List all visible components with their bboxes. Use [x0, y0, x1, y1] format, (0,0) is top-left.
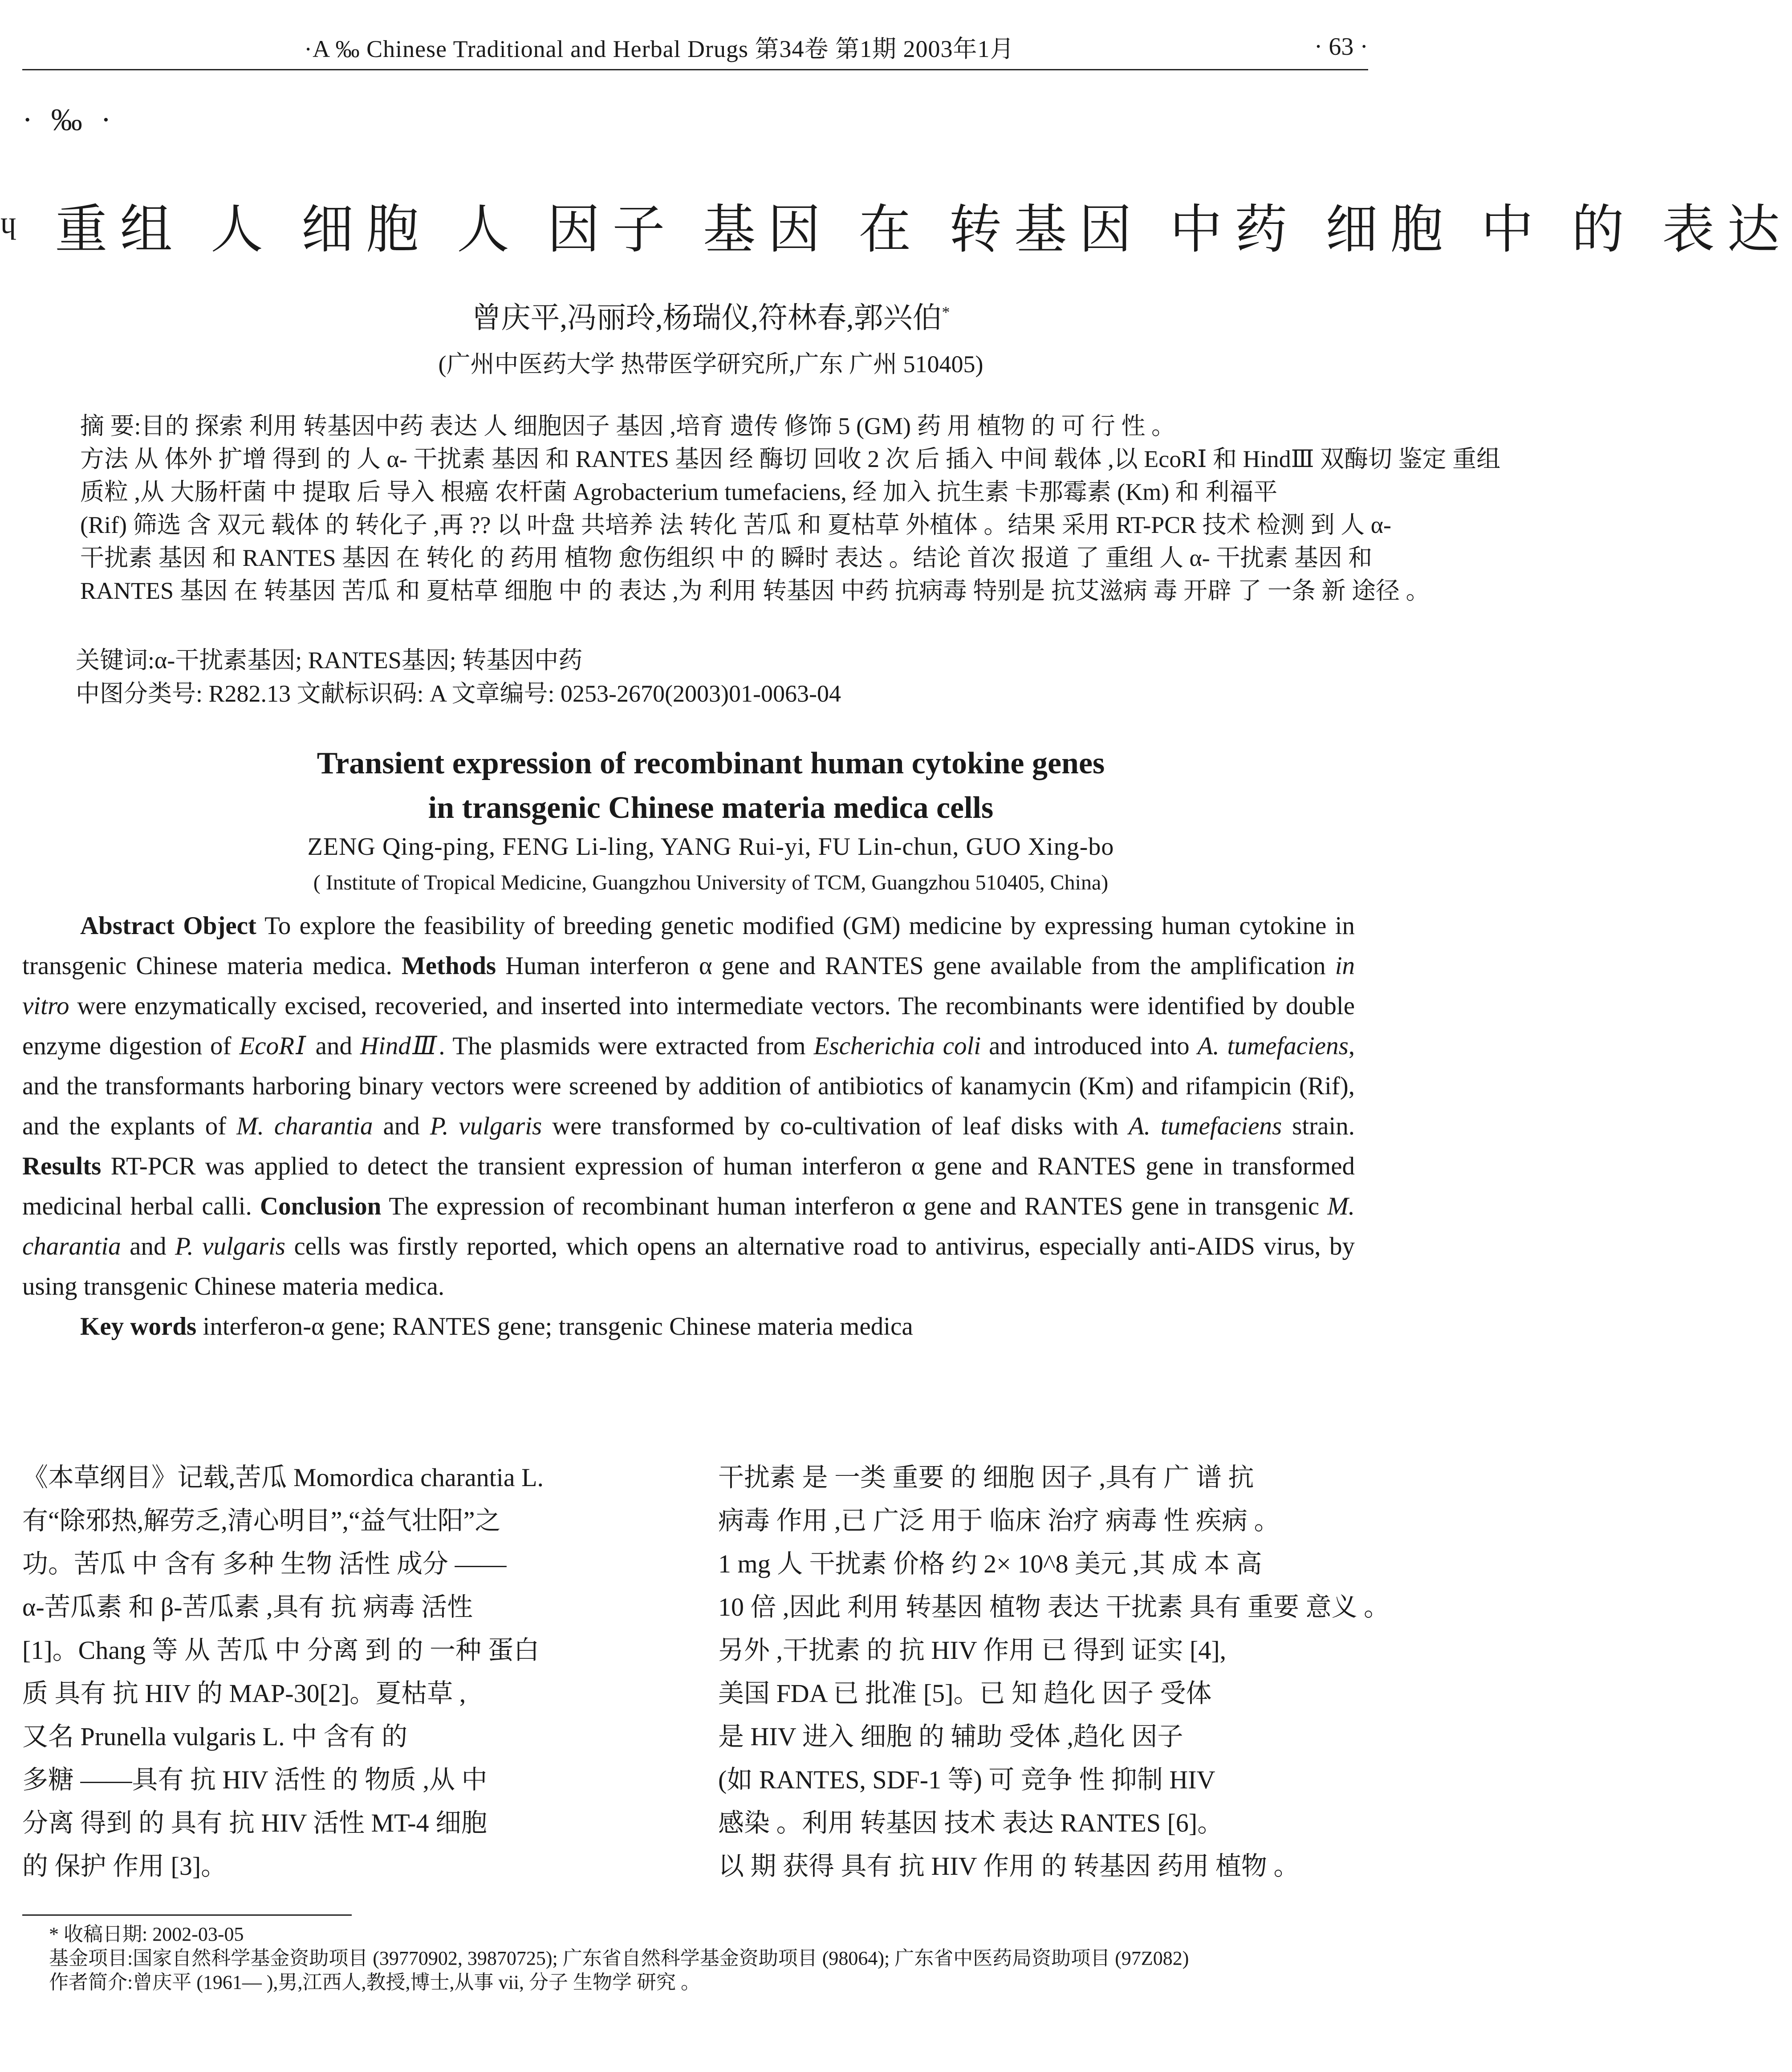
body-line: 分离 得到 的 具有 抗 HIV 活性 MT-4 细胞	[22, 1808, 488, 1837]
chinese-abstract-line: 干扰素 基因 和 RANTES 基因 在 转化 的 药用 植物 愈伤组织 中 的 瞬时 表达 。结论 首次 报道 了 重组 人 α- 干扰素 基因 和	[80, 544, 1373, 571]
chinese-authors: 曾庆平,冯丽玲,杨瑞仪,符林春,郭兴伯*	[471, 302, 950, 334]
body-line: 10 倍 ,因此 利用 转基因 植物 表达 干扰素 具有 重要 意义 。	[718, 1593, 1390, 1621]
body-line: 干扰素 是 一类 重要 的 细胞 因子 ,具有 广 谱 抗	[718, 1463, 1254, 1492]
footnote-line: 基金项目:国家自然科学基金资助项目 (39770902, 39870725); 广东省自然科学基金资助项目 (98064); 广东省中医药局资助项目 (97Z082)	[49, 1947, 1189, 1969]
english-title-line: Transient expression of recombinant human cytokine genes	[317, 746, 1105, 780]
chinese-affiliation: (广州中医药大学 热带医学研究所,广东 广州 510405)	[438, 351, 983, 378]
body-line: 病毒 作用 ,已 广泛 用于 临床 治疗 病毒 性 疾病 。	[718, 1506, 1280, 1535]
chinese-abstract-line: 摘 要:目的 探索 利用 转基因中药 表达 人 细胞因子 基因 ,培育 遗传 修饰 5 (GM) 药 用 植物 的 可 行 性 。	[80, 413, 1175, 439]
methods-text: were enzymatically excised, recoveried, and inserted into intermediate vectors. The recombinants were identified by double enzyme digestion of	[22, 992, 1355, 1060]
conclusion-term: P. vulgaris	[175, 1232, 285, 1260]
left-column	[22, 1456, 659, 1888]
methods-text: and	[315, 1032, 352, 1060]
body-columns	[22, 1456, 1390, 1888]
methods-term: HindⅢ	[360, 1032, 439, 1060]
methods-term: EcoRⅠ	[239, 1032, 308, 1060]
methods-text: and introduced into	[989, 1032, 1190, 1060]
footnote-line: 作者简介:曾庆平 (1961— ),男,江西人,教授,博士,从事 vii, 分子 生物学 研究 。	[49, 1971, 700, 1993]
body-line: 感染 。利用 转基因 技术 表达 RANTES [6]。	[718, 1808, 1223, 1837]
object-label: Object	[183, 912, 256, 940]
english-title-line: in transgenic Chinese materia medica cells	[428, 791, 994, 825]
methods-text: , and the transformants harboring binary vectors were screened by addition of antibiotics of kanamycin (Km) and rifampicin (Rif), and the explants of	[22, 1032, 1355, 1140]
methods-term: P. vulgaris	[430, 1112, 542, 1140]
chinese-abstract-line: (Rif) 筛选 含 双元 载体 的 转化子 ,再 ?? 以 叶盘 共培养 法 转化 苦瓜 和 夏枯草 外植体 。结果 采用 RT-PCR 技术 检测 到 人 α-	[80, 512, 1392, 538]
conclusion-text: cells was firstly reported, which opens an alternative road to antivirus, especially anti-AIDS virus, by using transgenic Chinese materia medica.	[22, 1232, 1355, 1300]
body-line: [1]。Chang 等 从 苦瓜 中 分离 到 的 一种 蛋白	[22, 1636, 540, 1665]
english-affiliation: ( Institute of Tropical Medicine, Guangzhou University of TCM, Guangzhou 510405, China)	[313, 871, 1109, 894]
body-line: 功。苦瓜 中 含有 多种 生物 活性 成分 ——	[22, 1549, 507, 1578]
methods-text: strain.	[1292, 1112, 1355, 1140]
chinese-abstract-line: 质粒 ,从 大肠杆菌 中 提取 后 导入 根癌 农杆菌 Agrobacterium tumefaciens, 经 加入 抗生素 卡那霉素 (Km) 和 利福平	[80, 479, 1278, 505]
conclusion-text: The expression of recombinant human interferon α gene and RANTES gene in transgenic	[389, 1192, 1320, 1220]
methods-text: were transformed by co-cultivation of leaf disks with	[552, 1112, 1118, 1140]
methods-term: A. tumefaciens	[1128, 1112, 1282, 1140]
body-line: 《本草纲目》记载,苦瓜 Momordica charantia L.	[22, 1463, 544, 1492]
footnotes	[49, 1922, 1353, 1995]
body-line: 质 具有 抗 HIV 的 MAP-30[2]。夏枯草 ,	[22, 1679, 466, 1708]
journal-info: ·A ‰ Chinese Traditional and Herbal Drugs 第34卷 第1期 2003年1月	[304, 35, 1015, 62]
body-line: 多糖 ——具有 抗 HIV 活性 的 物质 ,从 中	[22, 1765, 488, 1794]
body-line: 以 期 获得 具有 抗 HIV 作用 的 转基因 药用 植物 。	[718, 1852, 1300, 1881]
column-label: · ‰ ·	[22, 103, 117, 137]
body-line: 是 HIV 进入 细胞 的 辅助 受体 ,趋化 因子	[718, 1722, 1183, 1751]
body-line: 有“除邪热,解劳乏,清心明目”,“益气壮阳”之	[22, 1506, 501, 1535]
chinese-abstract	[80, 410, 1501, 607]
english-title	[0, 741, 1422, 830]
english-abstract-paragraph	[22, 906, 1355, 1307]
conclusion-label: Conclusion	[260, 1192, 382, 1220]
english-keywords	[22, 1307, 1355, 1347]
methods-text: Human interferon α gene and RANTES gene available from the amplification	[505, 952, 1326, 980]
running-header	[22, 24, 1368, 70]
body-line: 的 保护 作用 [3]。	[22, 1852, 227, 1881]
right-column	[718, 1456, 1390, 1888]
footnote-line: * 收稿日期: 2002-03-05	[49, 1923, 244, 1945]
key-words-label: Key words	[80, 1312, 197, 1341]
chinese-classification: 中图分类号: R282.13 文献标识码: A 文章编号: 0253-2670(2003)01-0063-04	[76, 680, 841, 707]
footnote-rule	[22, 1914, 352, 1916]
chinese-abstract-line: RANTES 基因 在 转基因 苦瓜 和 夏枯草 细胞 中 的 表达 ,为 利用 转基因 中药 抗病毒 特别是 抗艾滋病 毒 开辟 了 一条 新 途径 。	[80, 577, 1430, 604]
body-line: 又名 Prunella vulgaris L. 中 含有 的	[22, 1722, 408, 1751]
methods-term: Escherichia coli	[813, 1032, 981, 1060]
english-authors: ZENG Qing-ping, FENG Li-ling, YANG Rui-yi, FU Lin-chun, GUO Xing-bo	[307, 833, 1114, 861]
results-label: Results	[22, 1152, 102, 1180]
page-number: · 63 ·	[1314, 33, 1368, 61]
body-line: α-苦瓜素 和 β-苦瓜素 ,具有 抗 病毒 活性	[22, 1593, 473, 1621]
methods-label: Methods	[401, 952, 496, 980]
english-abstract	[22, 906, 1355, 1347]
body-line: 美国 FDA 已 批准 [5]。已 知 趋化 因子 受体	[718, 1679, 1212, 1708]
methods-text: and	[383, 1112, 420, 1140]
chinese-abstract-line: 方法 从 体外 扩增 得到 的 人 α- 干扰素 基因 和 RANTES 基因 经 酶切 回收 2 次 后 插入 中间 载体 ,以 EcoRⅠ 和 HindⅢ 双酶切 鉴定 重组	[80, 446, 1501, 472]
chinese-title: ᶣ 重组 人 细胞 人 因子 基因 在 转基因 中药 细胞 中 的 表达	[0, 201, 1792, 259]
results-text: RT-PCR was applied to detect the transient expression of human interferon α gene and RANTES gene in transformed medicinal herbal calli.	[22, 1152, 1355, 1220]
methods-term: M. charantia	[236, 1112, 373, 1140]
body-line: 1 mg 人 干扰素 价格 约 2× 10^8 美元 ,其 成 本 高	[718, 1549, 1262, 1578]
conclusion-term: M. charantia	[22, 1192, 1355, 1260]
object-text: To explore the feasibility of breeding genetic modified (GM) medicine by expressing human cytokine in transgenic Chinese materia medica.	[22, 912, 1355, 980]
chinese-keywords: 关键词:α-干扰素基因; RANTES基因; 转基因中药	[76, 647, 583, 674]
conclusion-text: and	[130, 1232, 167, 1260]
methods-term: in vitro	[22, 952, 1355, 1020]
methods-term: A. tumefaciens	[1197, 1032, 1349, 1060]
key-words-text: interferon-α gene; RANTES gene; transgenic Chinese materia medica	[203, 1312, 913, 1341]
body-line: (如 RANTES, SDF-1 等) 可 竞争 性 抑制 HIV	[718, 1765, 1215, 1794]
methods-text: . The plasmids were extracted from	[439, 1032, 806, 1060]
body-line: 另外 ,干扰素 的 抗 HIV 作用 已 得到 证实 [4],	[718, 1636, 1227, 1665]
abstract-label: Abstract	[80, 912, 175, 940]
